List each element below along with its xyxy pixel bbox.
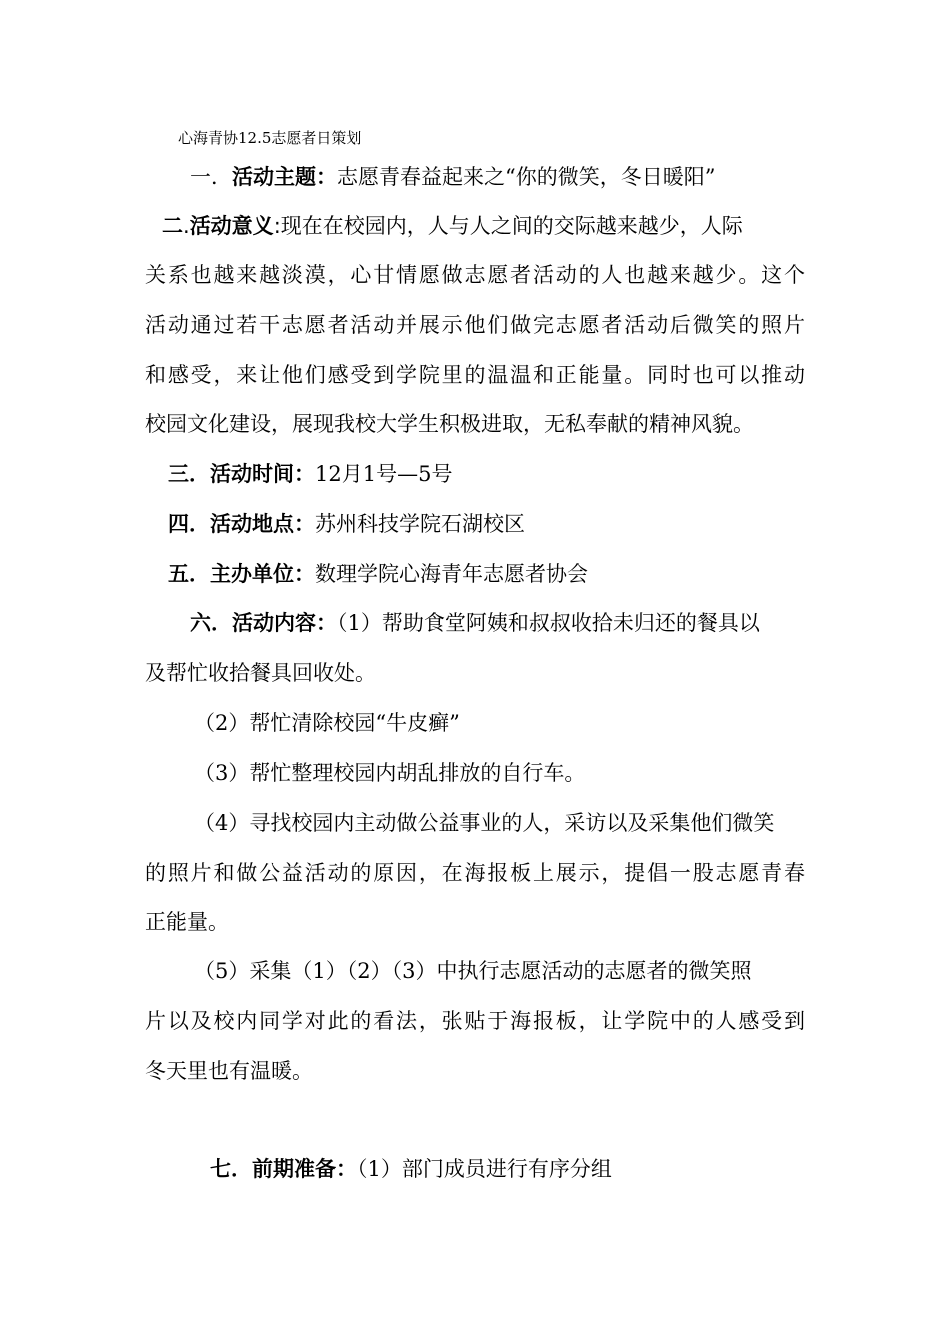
content-item1-line1: （1）帮助食堂阿姨和叔叔收拾未归还的餐具以 <box>337 611 760 635</box>
content-item5-line3: 冬天里也有温暖。 <box>145 1059 313 1083</box>
meaning-dot: . <box>183 214 190 238</box>
content-colon: ： <box>316 611 337 635</box>
content-item1-line2: 及帮忙收拾餐具回收处。 <box>145 661 376 685</box>
content-item4-line3: 正能量。 <box>145 910 229 934</box>
meaning-line4: 和感受，来让他们感受到学院里的温温和正能量。同时也可以推动 <box>145 363 805 387</box>
meaning-heading: 活动意义 <box>189 214 274 238</box>
prep-heading: 七．前期准备 <box>210 1157 336 1181</box>
meaning-label: 二 <box>162 214 183 238</box>
theme-label: 一． <box>190 165 232 189</box>
theme-section <box>190 164 715 190</box>
time-colon: ： <box>294 462 315 486</box>
place-heading: 四．活动地点 <box>168 512 294 536</box>
place-section <box>168 511 525 537</box>
theme-heading: 活动主题 <box>232 165 316 189</box>
prep-text: （1）部门成员进行有序分组 <box>357 1157 612 1181</box>
time-text: 12月1号—5号 <box>315 462 453 486</box>
content-item5-line1: （5）采集（1）（2）（3）中执行志愿活动的志愿者的微笑照 <box>194 959 752 983</box>
place-colon: ： <box>294 512 315 536</box>
meaning-colon: : <box>273 214 281 238</box>
theme-colon: ： <box>316 165 337 189</box>
content-item2: （2）帮忙清除校园“牛皮癣” <box>194 711 460 735</box>
content-item4-line2: 的照片和做公益活动的原因，在海报板上展示，提倡一股志愿青春 <box>145 861 805 885</box>
meaning-line3: 活动通过若干志愿者活动并展示他们做完志愿者活动后微笑的照片 <box>145 313 805 337</box>
time-section <box>168 461 452 487</box>
prep-section <box>210 1156 612 1182</box>
content-heading: 六．活动内容 <box>190 611 316 635</box>
prep-colon: ： <box>336 1157 357 1181</box>
content-item3: （3）帮忙整理校园内胡乱排放的自行车。 <box>194 761 586 785</box>
theme-text: 志愿青春益起来之“你的微笑，冬日暖阳” <box>337 165 716 189</box>
document-title: 心海青协12.5志愿者日策划 <box>178 129 362 147</box>
meaning-line2: 关系也越来越淡漠，心甘情愿做志愿者活动的人也越来越少。这个 <box>145 263 805 287</box>
content-item5-line2: 片以及校内同学对此的看法，张贴于海报板，让学院中的人感受到 <box>145 1009 805 1033</box>
place-text: 苏州科技学院石湖校区 <box>315 512 525 536</box>
meaning-first-line <box>162 213 743 239</box>
organizer-colon: ： <box>294 562 315 586</box>
content-first-line <box>190 610 760 636</box>
time-heading: 三．活动时间 <box>168 462 294 486</box>
content-item4-line1: （4）寻找校园内主动做公益事业的人，采访以及采集他们微笑 <box>194 811 775 835</box>
organizer-heading: 五．主办单位 <box>168 562 294 586</box>
organizer-section <box>168 561 588 587</box>
meaning-line5: 校园文化建设，展现我校大学生积极进取，无私奉献的精神风貌。 <box>145 412 754 436</box>
meaning-line1: 现在在校园内，人与人之间的交际越来越少，人际 <box>280 214 743 238</box>
organizer-text: 数理学院心海青年志愿者协会 <box>315 562 588 586</box>
